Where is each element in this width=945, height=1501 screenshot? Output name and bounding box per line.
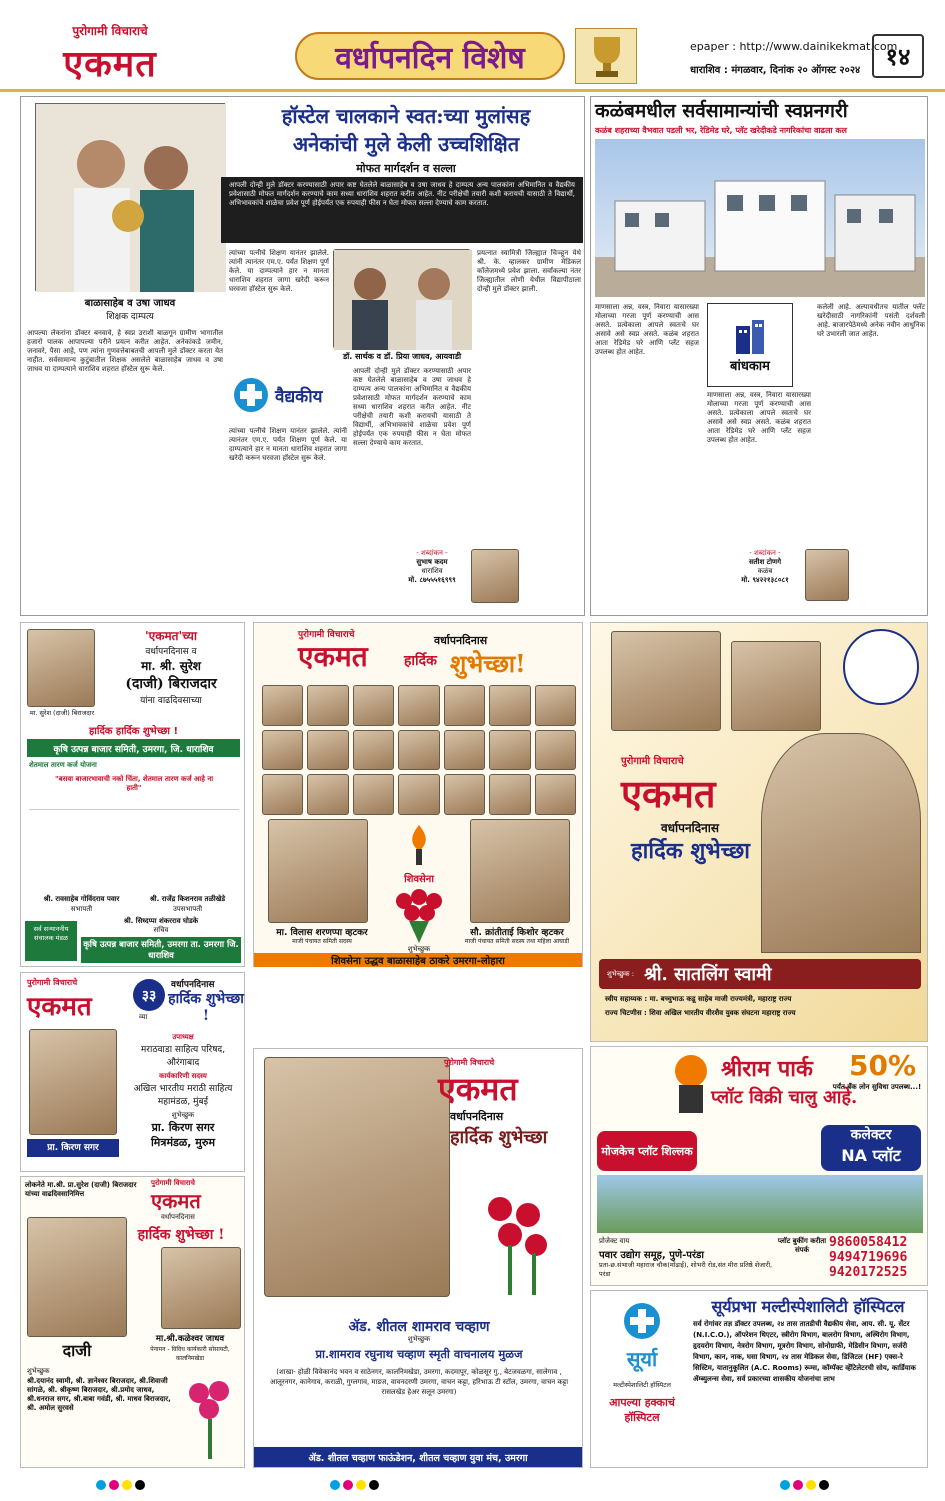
dateline: धाराशिव : मंगळवार, दिनांक २० ऑगस्ट २०२४ — [690, 65, 861, 76]
vilas-role: माजी पंचायत समिती सदस्य — [292, 938, 352, 945]
daji-top: लोकनेते मा.श्री. प्रा.सुरेश (दाजी) बिराजदार यांच्या वाढदिवसानिमित्त — [25, 1181, 137, 1198]
park-right-tag2: NA प्लॉट — [841, 1146, 901, 1165]
daji-name-left: दाजी — [62, 1341, 92, 1360]
story1-body-right: प्रयत्नात स्वामित्री जिल्ह्यात चिञ्हून येथे श्री. के. व्हालकर ग्रामीण मेडिकल कॉलेजमध्ये प्रवेश झाला. सर्वांकल्या नंतर जिल्ह्यातील लोणी येथील विद्यापीठाला दोन्ही मुले डॉक्टर झाली. — [477, 249, 581, 293]
leader-photo — [489, 774, 530, 815]
sagar-anniv: वर्धापनदिनास — [171, 980, 215, 990]
swami-anniv: वर्धापनदिनास — [661, 821, 719, 835]
park-offer-text: पर्यंत बँक लोन सुविधा उपलब्ध...! — [832, 1083, 922, 1091]
leader-photo — [535, 685, 576, 726]
story1-headline-2: अनेकांची मुले केली उच्चशिक्षित — [292, 132, 520, 156]
daji-name-right: मा.श्री.कळेश्वर जाधव — [155, 1334, 225, 1344]
ad-hospital — [590, 1290, 928, 1468]
story2-body-2: माणसाला अन्न, वस्त्र, निवारा यासारख्या मोलाच्या गरजा पूर्ण करण्याची आस असते. प्रत्येकाला आपले स्वतःचे घर असावे असे स्वप्न असते. कळंब शहरात आता रेडिमेड घरे आणि प्लॅट सहज उपलब्ध होत आहेत. — [707, 391, 811, 444]
park-phone1: 9860058412 — [829, 1235, 908, 1250]
page-number: १४ — [872, 34, 924, 78]
story1-body-mid: त्यांच्या पत्नीचे शिक्षण यानंतर झालेले. त्यांनी त्यानंतर एम.ए. पर्यंत शिक्षण पूर्ण केले. या दाम्पत्याने हार न मानता धाराशिव शहरात जागा खरेदी करून घरवजा हॉस्टेल सुरू केले. — [229, 249, 329, 293]
leader-photo — [444, 730, 485, 771]
masthead-pre-brand: पुरोगामी विचाराचे — [72, 24, 148, 38]
kranti-name: सौ. क्रांतीताई किशोर व्हटकर — [470, 928, 564, 938]
story2-reporter-label: - शब्दांकन - — [749, 549, 781, 557]
park-developer: पवार उद्योग समूह, पुणे-परंडा — [599, 1250, 704, 1261]
leader-photo — [444, 685, 485, 726]
park-line: प्लॉट विक्री चालु आहे. — [711, 1087, 858, 1108]
daji-pre: पुरोगामी विचाराचे — [151, 1179, 195, 1187]
ad-suresh-daji — [20, 622, 245, 967]
park-left-tag: मोजकेच प्लॉट शिल्लक — [597, 1131, 697, 1171]
hospital-title: सूर्यप्रभा मल्टीस्पेशालिटी हॉस्पिटल — [711, 1297, 905, 1316]
doctors-photo — [333, 249, 471, 349]
shivsena-wish1: हार्दिक — [404, 653, 437, 669]
sagar-photo — [29, 1029, 117, 1135]
kaleshwar-photo — [161, 1247, 241, 1329]
construction-tag — [707, 303, 793, 387]
suresh-secretary-role: सचिव — [153, 926, 169, 934]
chavan-branches: (शाखा- होळी विवेकानंद भवन व साठेनगर, कालनिमखेडा, उमरगा, कदमापूर, कोळसूर गु., बेटजवळगा, सालेगाव , आलूरनगर, कानेगाव, कराळी, गुग्लगाव, माडज, वावनदरणी उमरगा, वाचन कट्टा, हरिभाऊ टी स्टॉल, उमरगा, वाचन कट्टा रासलखेड हेअर सलून उमरगा) — [269, 1368, 569, 1396]
suresh-vice: श्री. राजेंद्र किशनराव तळीखेडे — [149, 895, 226, 903]
ad-shivsena — [253, 622, 583, 967]
story1-lead: आपली दोन्ही मुले डॉक्टर करण्यासाठी अपार कष्ट घेतलेले बाळासाहेब व उषा जाधव हे दाम्पत्य अन्य पालकांना अभिमानित व वैद्यकीय प्रवेशासाठी मोफत मार्गदर्शन करण्याचे काम सध्या धाराशिव शहरात करीत आहेत. नीट परीक्षेची तयारी कशी करायची यासाठी ते विद्यार्थी, अभिभावकांचे शाळेचा प्रवेश पूर्ण होईपर्यंत एक रुपयाही फीस न घेता मोफत सल्ला देण्याचे काम करतात. — [221, 177, 583, 243]
story1-body-left: आपल्या लेकरांना डॉक्टर बनवावे, हे स्वप्न उराशी बाळगून ग्रामीण भागातील हजारो पालक आपापल्या परीने प्रयत्न करीत आहेत. अनेकांकडे जमीन, जनावरे, पैसा आहे, पण त्यांना गुणवत्तेबाबतची आपली मुले डॉक्टर करता येत नाहीत. सर्वसामान्य कुटुंबातील शिक्षक असलेले बाळासाहेब जाधव व उषा जाधव या दाम्पत्याने धाराशिव शहरात हॉस्टेल सुरू केले. — [27, 329, 223, 373]
suresh-chair-role: सभापती — [70, 905, 93, 913]
leader-photo — [398, 774, 439, 815]
story2-reporter-phone: मो. ९४२२१३८०८१ — [741, 576, 789, 584]
reporter-place: धाराशिव — [421, 567, 443, 575]
ad-kiran-sagar — [20, 972, 245, 1172]
sagar-role2: अखिल भारतीय मराठी साहित्य महामंडळ, मुंबई — [133, 1084, 233, 1107]
chavan-org: प्रा.शामराव रघुनाथ चव्हाण स्मृती वाचनालय मुळज — [315, 1347, 523, 1361]
vilas-photo — [268, 819, 368, 923]
sagar-group: मित्रमंडळ, मुरुम — [150, 1136, 216, 1149]
shivsena-leaders-grid — [262, 685, 576, 815]
kranti-photo — [470, 819, 570, 923]
ad-shriram-park — [590, 1046, 928, 1286]
park-right-tag — [821, 1125, 921, 1171]
photo-subcaption: शिक्षक दाम्पत्य — [106, 312, 154, 322]
reporter-box — [397, 549, 467, 611]
daji-photo — [27, 1217, 127, 1337]
leader-photo — [353, 685, 394, 726]
park-phone3: 9420172525 — [829, 1265, 908, 1280]
swami-pre: पुरोगामी विचाराचे — [621, 756, 684, 767]
medical-cross-icon — [618, 1301, 666, 1341]
swami-name-band — [599, 959, 921, 989]
daji-role-right: पेनामन - विविध कार्यकारी सोसायटी, कालनिमखेडा — [150, 1346, 230, 1362]
suresh-scheme: शेतमाल तारण कर्ज योजना — [29, 761, 97, 769]
park-right-tag1: कलेक्टर — [850, 1127, 892, 1143]
chavan-pre: पुरोगामी विचाराचे — [444, 1058, 495, 1067]
sagar-name-under-photo: प्रा. किरण सगर — [27, 1139, 119, 1157]
epaper-url: epaper : http://www.dainikekmat.com — [690, 40, 898, 53]
shivsena-pre: पुरोगामी विचाराचे — [298, 630, 355, 640]
suresh-line2: वर्धापनदिनास व — [145, 647, 197, 657]
suresh-line5: यांना वाढदिवसाच्या — [140, 696, 202, 706]
medical-tag — [233, 367, 363, 423]
suresh-ad-header — [101, 627, 241, 706]
swami-photo — [761, 733, 921, 953]
suresh-line4: (दाजी) बिराजदार — [125, 676, 217, 692]
trophy-icon — [575, 28, 637, 84]
park-address: प्रता-छ.संभाजी महाराज चौक(मोंढाई), शोभरी रोड,संत मीरा प्रतिष्ठे शेजारी, परंडा — [599, 1261, 773, 1278]
building-photo — [595, 139, 925, 297]
sagar-role1-title: उपाध्यक्ष — [172, 1033, 194, 1041]
park-phone2: 9494719696 — [829, 1250, 908, 1265]
daji-rose-icon — [181, 1373, 241, 1463]
registration-marks-center — [330, 1480, 379, 1490]
leader-photo — [398, 685, 439, 726]
registration-marks-right — [780, 1480, 829, 1490]
leader-photo — [444, 774, 485, 815]
chavan-sender: शुभेच्छुक — [407, 1335, 431, 1343]
reporter-label: - शब्दांकन - — [416, 549, 448, 557]
story2-body-1: माणसाला अन्न, वस्त्र, निवारा यासारख्या मोलाच्या गरजा पूर्ण करण्याची आस असते. प्रत्येकाला आपले स्वतःचे घर असावे असे स्वप्न असते. कळंब शहरात आता रेडिमेड घरे आणि प्लॅट सहज उपलब्ध होत आहेत. — [595, 303, 699, 356]
park-phones — [829, 1235, 925, 1280]
chavan-footer: ॲड. शीतल चव्हाण फाऊंडेशन, शीतल चव्हाण युवा मंच, उमरगा — [254, 1447, 582, 1467]
daji-sender: शुभेच्छुक — [27, 1367, 50, 1375]
story2-body-3: कलेली आहे. अल्पावधीतच यातील फ्लॅट खरेदीसाठी नागरिकांनी पसंती दर्शवली आहे. बाजारपेठेमध्ये अनेक नवीन आधुनिक घरे उभारली जात आहेत. — [817, 303, 925, 338]
shivsena-brand: एकमत — [298, 640, 368, 673]
couple-photo — [35, 103, 225, 291]
shivsena-wish2: शुभेच्छा! — [450, 649, 526, 678]
hospital-logo-text: सूर्या — [626, 1347, 658, 1371]
chavan-wish: हार्दिक शुभेच्छा — [450, 1127, 548, 1148]
daji-anniv: वर्धापनदिनास — [161, 1213, 195, 1221]
story1-body-mid2: त्यांच्या पत्नीचे शिक्षण यानंतर झालेले. त्यांनी त्यानंतर एम.ए. पर्यंत शिक्षण पूर्ण केले. या दाम्पत्याने हार न मानता धाराशिव शहरात जागा खरेदी करून घरवजा हॉस्टेल सुरू केले. — [229, 427, 347, 462]
sagar-role2-title: कार्यकारिणी सदस्य — [159, 1072, 207, 1080]
suresh-photo-name: मा. सुरेश (दाजी) बिराजदार — [29, 709, 95, 717]
registration-marks-left — [96, 1480, 145, 1490]
suresh-vice-role: उपसभापती — [172, 905, 203, 913]
medical-cross-icon — [233, 377, 269, 413]
story2-reporter-name: सतीश टोणगे — [748, 558, 782, 566]
story-kalamb — [590, 96, 928, 616]
rose-bouquet-icon — [384, 885, 454, 945]
reporter-phone: मो. ८७५५५१६९९९ — [408, 576, 456, 584]
daji-wish: हार्दिक शुभेच्छा ! — [137, 1227, 225, 1243]
leader-photo — [398, 730, 439, 771]
story1-headline-1: हॉस्टेल चालकाने स्वत:च्या मुलांसह — [281, 104, 531, 128]
daji-brand: एकमत — [151, 1189, 201, 1213]
swami-brand: एकमत — [621, 771, 716, 816]
leader-photo — [262, 685, 303, 726]
story-hostel — [20, 96, 585, 616]
suresh-line1: 'एकमत'च्या — [144, 629, 198, 643]
suresh-line6: हार्दिक हार्दिक शुभेच्छा ! — [88, 726, 179, 737]
masthead-banner: वर्धापनदिन विशेष — [295, 32, 565, 80]
park-render — [597, 1175, 923, 1233]
sagar-num: ३३ — [133, 979, 165, 1011]
story2-reporter-place: कळंब — [757, 567, 773, 575]
shiv-logo — [390, 823, 448, 885]
ad-chavan — [253, 1048, 583, 1468]
shivsena-footer: शिवसेना उद्धव बाळासाहेब ठाकरे उमरगा-लोहारा — [254, 953, 582, 967]
swami-name: श्री. सातलिंग स्वामी — [644, 964, 772, 985]
suresh-line3: मा. श्री. सुरेश — [141, 659, 201, 673]
photo-caption: बाळासाहेब व उषा जाधव — [84, 298, 176, 309]
doctors-caption: डॉ. सार्थक व डॉ. प्रिया जाधव, आयवाडी — [342, 352, 462, 361]
park-project-label: प्रोजेक्ट वाय — [599, 1237, 630, 1245]
suresh-secretary: श्री. सिध्दप्पा शंकरराव घोडके — [123, 917, 199, 925]
story2-subhead: कळंब शहराच्या वैभवात पडली भर, रेडिमेड घरे, प्लॅट खरेदीकडे नागरिकांचा वाढला कल — [595, 126, 847, 135]
leader-photo — [307, 730, 348, 771]
leader-photo — [535, 730, 576, 771]
suresh-side: सर्व सन्माननीय संचालक मंडळ — [25, 921, 77, 961]
masthead-brand: एकमत — [63, 43, 157, 85]
sagar-num-suffix: व्या — [139, 1013, 148, 1021]
suresh-samiti: कृषि उत्पन्न बाजार समिती, उमरगा, जि. धाराशिव — [27, 739, 240, 757]
hospital-logo-sub: मल्टीस्पेशालिटी हॉस्पिटल — [613, 1381, 671, 1389]
chavan-brand: एकमत — [438, 1070, 518, 1108]
suresh-photo — [27, 629, 95, 707]
leader-photo — [262, 730, 303, 771]
swami-line1: स्वीय सहाय्यक : मा. बच्चुभाऊ कडू साहेब माजी राज्यमंत्री, महाराष्ट्र राज्य — [605, 995, 792, 1003]
leader-photo — [353, 774, 394, 815]
kranti-role: माजी पंचायत समिती सदस्य तथा महिला आघाडी — [464, 938, 570, 945]
park-offer: 50% — [849, 1049, 917, 1082]
leader-photo — [353, 730, 394, 771]
shivsena-anniv: वर्धापनदिनास — [434, 634, 488, 647]
masthead — [0, 0, 945, 92]
building-icon — [730, 316, 770, 356]
daji-senders: श्री.दयानंद स्वामी, श्री. ज्ञानेश्वर बिराजदार, श्री.शिवाजी सांगळे, श्री. श्रीकृष्ण बिराजदार, श्री.प्रमोद जाधव, श्री.धनराज सगर, श्री.बाबा गवंडी, श्री. माधव बिराजदार, श्री. अमोल सुरवसे — [27, 1377, 171, 1412]
park-title: श्रीराम पार्क — [721, 1056, 813, 1082]
suresh-body — [29, 809, 239, 891]
leader-photo — [489, 685, 530, 726]
chavan-anniv: वर्धापनदिनास — [450, 1110, 504, 1123]
chavan-name: ॲड. शीतल शामराव चव्हाण — [348, 1319, 490, 1335]
swami-line2: राज्य चिटणीस : शिवा अखिल भारतीय वीरशैव युवक संघटना महाराष्ट्र राज्य — [605, 1009, 796, 1017]
shiv-logo-label: शिवसेना — [404, 874, 434, 885]
chavan-rose-icon — [470, 1189, 560, 1299]
reporter-photo — [471, 549, 519, 603]
chavan-photo — [264, 1057, 450, 1297]
leader-photo — [262, 774, 303, 815]
sagar-name: प्रा. किरण सगर — [151, 1121, 215, 1134]
swami-org-logo — [843, 629, 919, 705]
story2-headline: कळंबमधील सर्वसामान्यांची स्वप्ननगरी — [595, 100, 848, 122]
reporter-name: सुभाष कदम — [416, 558, 448, 566]
suresh-quote: "बसवा बाजारभावाची नको चिंता, शेतमाल तारण कर्ज आहे ना हाती" — [54, 775, 214, 792]
sagar-pre: पुरोगामी विचाराचे — [27, 978, 78, 987]
leader-photo — [307, 685, 348, 726]
suresh-chair: श्री. रावसाहेब गोविंदराव पवार — [43, 895, 120, 903]
sagar-role1: मराठवाडा साहित्य परिषद, औरंगाबाद — [140, 1045, 226, 1068]
swami-leader-photo-1 — [611, 631, 721, 731]
story1-body-mid3: आपली दोन्ही मुले डॉक्टर करण्यासाठी अपार कष्ट घेतलेले बाळासाहेब व उषा जाधव हे दाम्पत्य अन्य पालकांना अभिमानित व वैद्यकीय प्रवेशासाठी मोफत मार्गदर्शन करण्याचे काम सध्या धाराशिव शहरात करीत आहेत. नीट परीक्षेची तयारी कशी करायची यासाठी ते विद्यार्थी, अभिभावकांचे शाळेचा प्रवेश पूर्ण होईपर्यंत एक रुपयाही फीस न घेता मोफत सल्ला देण्याचे काम करतात. — [353, 367, 471, 447]
ad-daji — [20, 1176, 245, 1468]
story2-reporter — [727, 549, 803, 585]
shiv-torch-icon — [399, 823, 439, 867]
medical-tag-label: वैद्यकीय — [275, 386, 323, 407]
hospital-logo — [597, 1301, 687, 1377]
park-booking: प्लॉट बुकींग करीता संपर्क — [777, 1237, 827, 1254]
construction-tag-label: बांधकाम — [730, 359, 770, 374]
sagar-sender: शुभेच्छुक — [171, 1111, 195, 1119]
sagar-brand: एकमत — [27, 992, 92, 1022]
sagar-roles — [125, 1033, 241, 1150]
leader-photo — [307, 774, 348, 815]
story2-reporter-photo — [805, 549, 849, 601]
swami-wish: हार्दिक शुभेच्छा — [631, 838, 750, 864]
hospital-tagline: आपल्या हक्काचं हॉस्पिटल — [609, 1396, 675, 1424]
hospital-services: सर्व रोगांवर तज्ञ डॉक्टर उपलब्ध, २४ तास तातडीची वैद्यकीय सेवा, आय. सी. यू. सेंटर (N.I.C.O.), ऑपरेशन थिएटर, स्त्रीरोग विभाग, बालरोग विभाग, अस्थिरोग विभाग, हृदयरोग विभाग, नेत्ररोग विभाग, मूत्ररोग विभाग, सोनोग्राफी, मेडिसीन विभाग, सर्जरी विभाग, कान, नाक, घसा विभाग, २४ तास मेडिकल सेवा, डिजिटल (HF) एक्स-रे सिस्टिम, यातानुकूलित (A.C. Rooms) रूम्स, कॉम्पॅक्ट व्हेंटिलेटरची सोय, कार्डियाक ॲम्ब्युलन्स सेवा, सर्व प्रकारच्या शासकीय योजनांचा लाभ — [693, 1320, 916, 1383]
leader-photo — [489, 730, 530, 771]
swami-sender-label: शुभेच्छुक : — [607, 969, 635, 978]
leader-photo — [535, 774, 576, 815]
swami-leader-photo-2 — [731, 641, 821, 731]
vilas-name: मा. विलास शरणप्पा व्हटकर — [276, 928, 368, 938]
ad-swami — [590, 622, 928, 1042]
story1-subhead: मोफत मार्गदर्शन व सल्ला — [231, 159, 581, 179]
sagar-wish: हार्दिक शुभेच्छा ! — [168, 991, 244, 1024]
suresh-footer: कृषि उत्पन्न बाजार समिती, उमरगा ता. उमरगा जि. धाराशिव — [81, 937, 241, 963]
shivsena-sender: शुभेच्छुक — [407, 945, 431, 953]
